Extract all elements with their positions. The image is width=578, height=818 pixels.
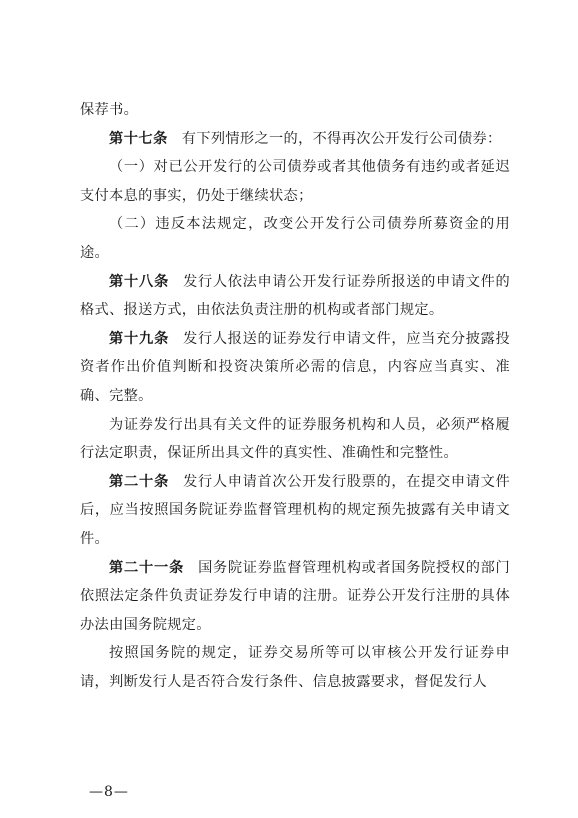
article-number: 第二十条 <box>109 473 170 490</box>
paragraph-0 <box>80 96 510 125</box>
paragraph-9 <box>80 639 510 696</box>
paragraph-text: 发行人依法申请公开发行证券所报送的申请文件的格式、报送方式，由依法负责注册的机构或者部门规定。 <box>80 273 510 319</box>
article-number: 第十七条 <box>109 130 168 147</box>
paragraph-text: 保荐书。 <box>80 102 139 118</box>
paragraph-7 <box>80 468 510 554</box>
paragraph-text: 发行人申请首次公开发行股票的，在提交申请文件后，应当按照国务院证券监督管理机构的规定预先披露有关申请文件。 <box>80 473 510 547</box>
paragraph-4 <box>80 268 510 325</box>
page-number: —8— <box>89 784 129 800</box>
paragraph-3 <box>80 210 510 267</box>
paragraph-2 <box>80 153 510 210</box>
paragraph-1 <box>80 125 510 154</box>
paragraph-text: （一）对已公开发行的公司债券或者其他债务有违约或者延迟支付本息的事实，仍处于继续状态； <box>80 159 510 204</box>
article-number: 第二十一条 <box>109 559 185 576</box>
paragraph-text: 有下列情形之一的，不得再次公开发行公司债券： <box>181 130 502 147</box>
paragraph-text: 发行人报送的证券发行申请文件，应当充分披露投资者作出价值判断和投资决策所必需的信息，内容应当真实、准确、完整。 <box>80 330 510 404</box>
paragraph-5 <box>80 325 510 411</box>
paragraph-text: 按照国务院的规定，证券交易所等可以审核公开发行证券申请，判断发行人是否符合发行条件、信息披露要求，督促发行人 <box>80 645 510 690</box>
paragraph-8 <box>80 554 510 640</box>
paragraph-6 <box>80 411 510 468</box>
article-number: 第十九条 <box>109 330 170 347</box>
paragraph-text: 国务院证券监督管理机构或者国务院授权的部门依照法定条件负责证券发行申请的注册。证券公开发行注册的具体办法由国务院规定。 <box>80 559 510 633</box>
paragraph-text: （二）违反本法规定，改变公开发行公司债券所募资金的用途。 <box>80 216 510 261</box>
article-number: 第十八条 <box>109 273 170 290</box>
body-text <box>80 96 510 696</box>
paragraph-text: 为证券发行出具有关文件的证券服务机构和人员，必须严格履行法定职责，保证所出具文件的真实性、准确性和完整性。 <box>80 416 510 462</box>
